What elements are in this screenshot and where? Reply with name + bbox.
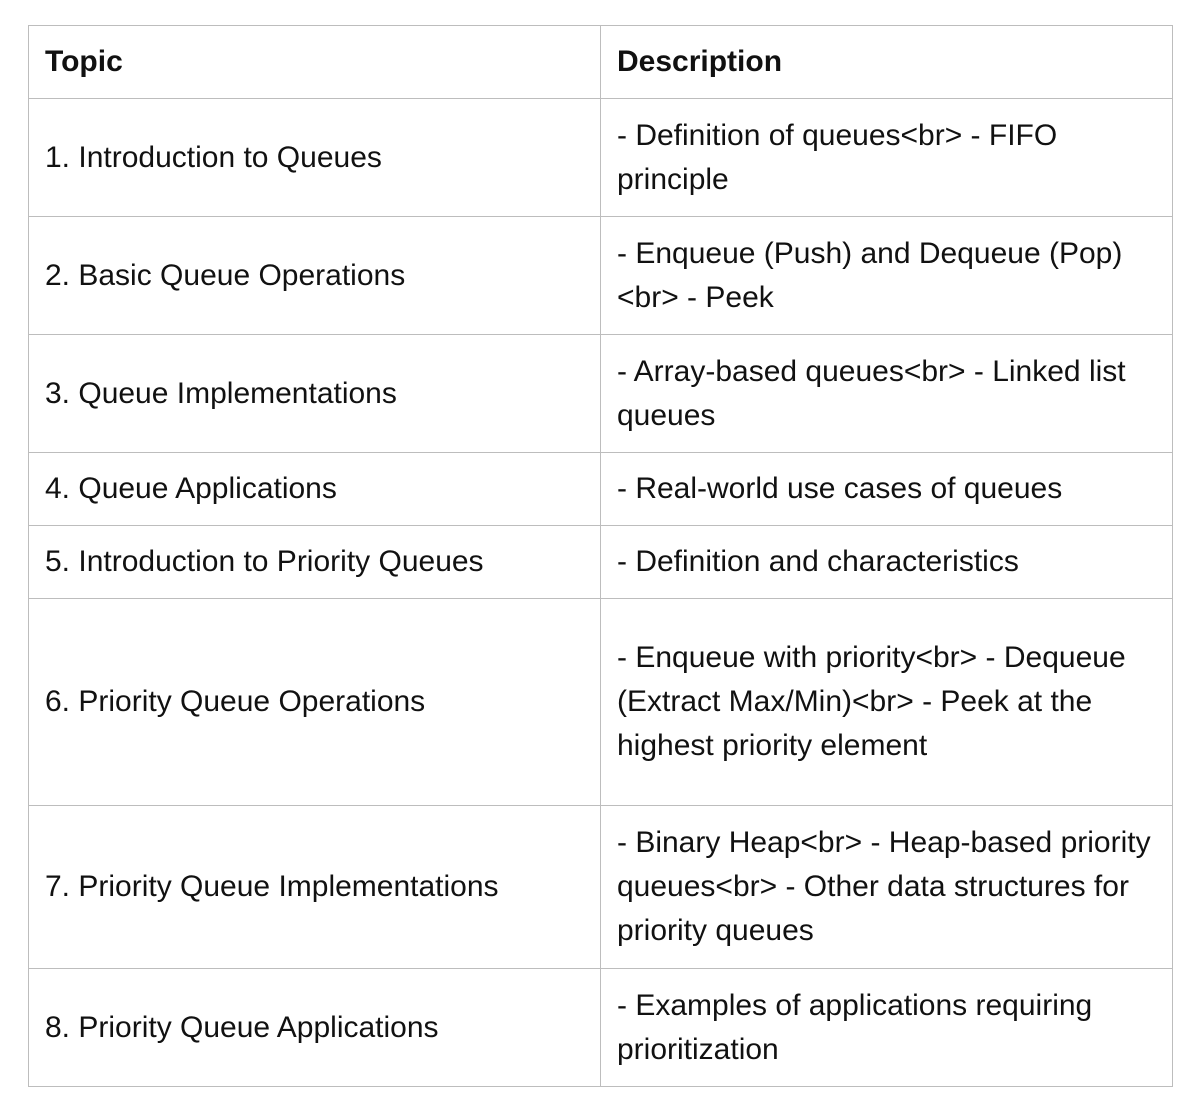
description-cell: - Real-world use cases of queues: [601, 453, 1173, 526]
topic-cell: 1. Introduction to Queues: [29, 99, 601, 217]
table-row: [29, 453, 1173, 526]
topic-cell: 6. Priority Queue Operations: [29, 599, 601, 806]
topic-cell: 4. Queue Applications: [29, 453, 601, 526]
table-row: [29, 217, 1173, 335]
topic-cell: 5. Introduction to Priority Queues: [29, 526, 601, 599]
topic-cell: 7. Priority Queue Implementations: [29, 806, 601, 969]
description-cell: - Definition of queues<br> - FIFO principle: [601, 99, 1173, 217]
table-header-row: [29, 26, 1173, 99]
table-row: [29, 526, 1173, 599]
header-topic: Topic: [29, 26, 601, 99]
topic-cell: 8. Priority Queue Applications: [29, 969, 601, 1087]
topics-table-container: [28, 25, 1172, 1087]
table-row: [29, 99, 1173, 217]
table-row: [29, 335, 1173, 453]
description-cell: - Examples of applications requiring prioritization: [601, 969, 1173, 1087]
description-cell: - Definition and characteristics: [601, 526, 1173, 599]
table-row: [29, 969, 1173, 1087]
topics-table: [28, 25, 1173, 1087]
description-cell: - Array-based queues<br> - Linked list queues: [601, 335, 1173, 453]
description-cell: - Enqueue (Push) and Dequeue (Pop)<br> - Peek: [601, 217, 1173, 335]
description-cell: - Binary Heap<br> - Heap-based priority queues<br> - Other data structures for priority queues: [601, 806, 1173, 969]
topic-cell: 3. Queue Implementations: [29, 335, 601, 453]
table-row: [29, 806, 1173, 969]
table-row: [29, 599, 1173, 806]
description-cell: - Enqueue with priority<br> - Dequeue (Extract Max/Min)<br> - Peek at the highest priority element: [601, 599, 1173, 806]
topic-cell: 2. Basic Queue Operations: [29, 217, 601, 335]
header-description: Description: [601, 26, 1173, 99]
